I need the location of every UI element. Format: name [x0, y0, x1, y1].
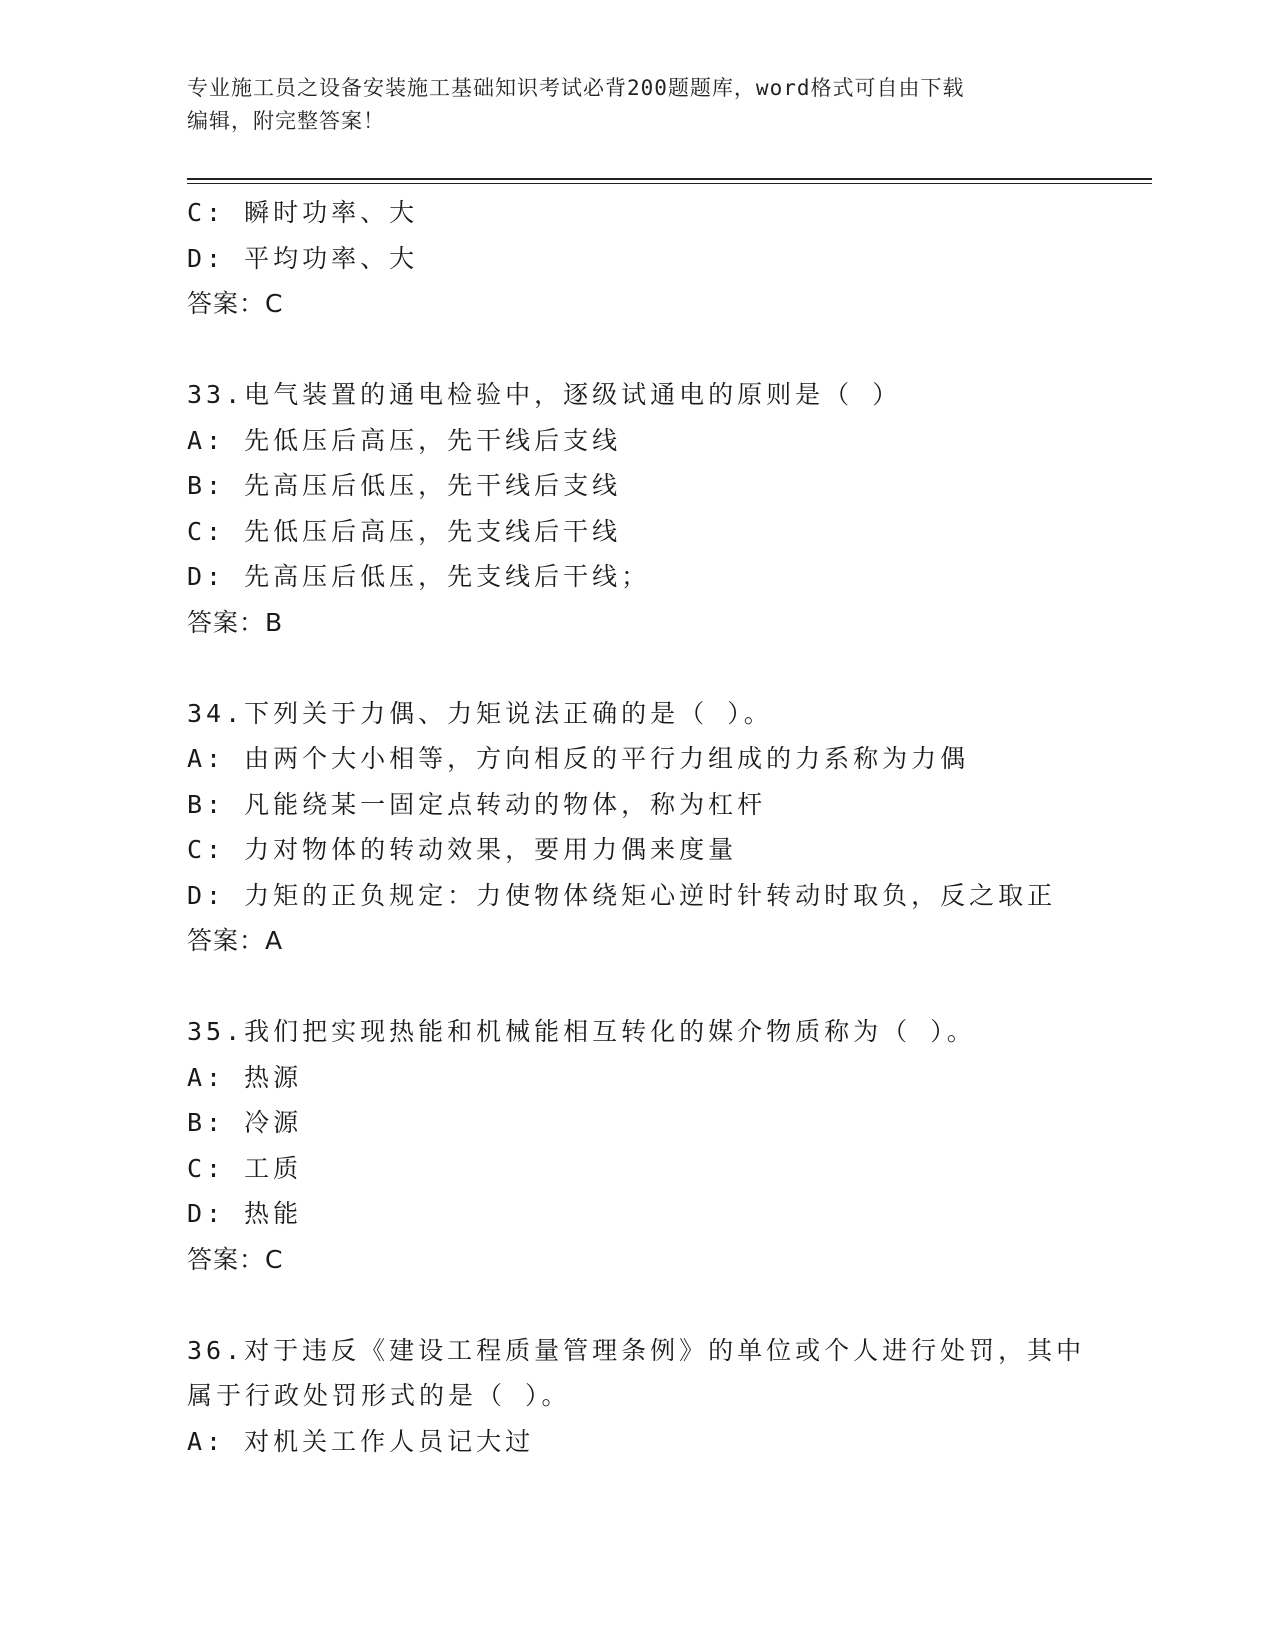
option-c: C: 瞬时功率、大	[187, 198, 419, 227]
answer: 答案：B	[187, 607, 284, 637]
option-b: B: 凡能绕某一固定点转动的物体，称为杠杆	[187, 789, 767, 819]
option-c: C: 先低压后高压，先支线后干线	[187, 516, 622, 546]
question-stem-36-line-1: 36.对于违反《建设工程质量管理条例》的单位或个人进行处罚，其中	[187, 1335, 1086, 1365]
option-d: D: 力矩的正负规定：力使物体绕矩心逆时针转动时取负，反之取正	[187, 880, 1057, 910]
answer: 答案：C	[187, 1244, 284, 1274]
option-c: C: 力对物体的转动效果，要用力偶来度量	[187, 835, 738, 864]
option-a: A: 由两个大小相等，方向相反的平行力组成的力系称为力偶	[187, 744, 970, 773]
option-a: A: 热源	[187, 1062, 303, 1092]
question-stem-34: 34.下列关于力偶、力矩说法正确的是（ ）。	[187, 698, 773, 728]
document-header	[187, 72, 1087, 138]
answer: 答案：C	[187, 289, 284, 318]
option-a: A: 对机关工作人员记大过	[187, 1426, 535, 1456]
option-b: B: 冷源	[187, 1108, 303, 1137]
option-d: D: 平均功率、大	[187, 243, 419, 273]
header-line-2: 编辑，附完整答案！	[187, 109, 385, 133]
question-list	[187, 190, 1152, 1464]
question-stem-33: 33.电气装置的通电检验中，逐级试通电的原则是（ ）	[187, 380, 902, 409]
question-stem-36-line-2: 属于行政处罚形式的是（ ）。	[187, 1381, 571, 1410]
answer: 答案：A	[187, 926, 284, 955]
header-line-1: 专业施工员之设备安装施工基础知识考试必背200题题库，word格式可自由下载	[187, 76, 965, 100]
option-c: C: 工质	[187, 1153, 303, 1183]
option-d: D: 热能	[187, 1199, 303, 1228]
option-d: D: 先高压后低压，先支线后干线；	[187, 562, 651, 591]
question-stem-35: 35.我们把实现热能和机械能相互转化的媒介物质称为（ ）。	[187, 1017, 976, 1046]
option-a: A: 先低压后高压，先干线后支线	[187, 425, 622, 455]
header-divider	[187, 178, 1152, 180]
header-divider-thin	[187, 183, 1152, 184]
option-b: B: 先高压后低压，先干线后支线	[187, 471, 622, 500]
